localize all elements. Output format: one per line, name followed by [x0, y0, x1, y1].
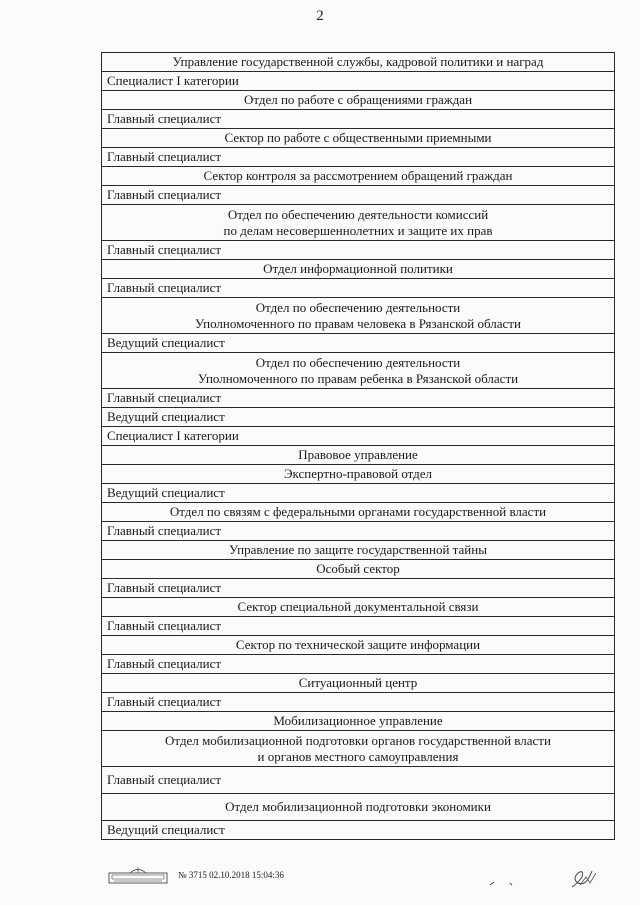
- department-cell: Отдел по работе с обращениями граждан: [102, 91, 615, 110]
- position-cell: Главный специалист: [102, 148, 615, 167]
- staff-positions-table: [101, 52, 615, 840]
- table-row: [102, 693, 615, 712]
- department-cell: Отдел по связям с федеральными органами государственной власти: [102, 503, 615, 522]
- table-row: [102, 674, 615, 693]
- position-cell: Главный специалист: [102, 241, 615, 260]
- table-row: [102, 279, 615, 298]
- cell-text-line: Отдел по обеспечению деятельности: [255, 299, 461, 315]
- department-cell: Сектор контроля за рассмотрением обращений граждан: [102, 167, 615, 186]
- table-row: [102, 91, 615, 110]
- department-cell: Мобилизационное управление: [102, 712, 615, 731]
- position-cell: Специалист I категории: [102, 427, 615, 446]
- table-row: [102, 427, 615, 446]
- table-row: [102, 205, 615, 241]
- table-row: [102, 617, 615, 636]
- table-row: [102, 167, 615, 186]
- position-cell: Ведущий специалист: [102, 334, 615, 353]
- cell-text-line: по делам несовершеннолетних и защите их прав: [223, 222, 493, 238]
- department-cell: Управление государственной службы, кадровой политики и наград: [102, 53, 615, 72]
- cell-text-line: Отдел по обеспечению деятельности: [255, 354, 461, 370]
- department-cell: Сектор по технической защите информации: [102, 636, 615, 655]
- department-cell: Отдел мобилизационной подготовки экономики: [102, 794, 615, 821]
- position-cell: Главный специалист: [102, 110, 615, 129]
- table-row: [102, 298, 615, 334]
- table-row: [102, 731, 615, 767]
- table-row: [102, 465, 615, 484]
- table-row: [102, 110, 615, 129]
- page-number: 2: [316, 8, 324, 24]
- position-cell: Главный специалист: [102, 279, 615, 298]
- position-cell: Главный специалист: [102, 579, 615, 598]
- table-row: [102, 560, 615, 579]
- table-row: [102, 655, 615, 674]
- table-row: [102, 408, 615, 427]
- table-row: [102, 503, 615, 522]
- table-row: [102, 821, 615, 840]
- table-row: [102, 598, 615, 617]
- position-cell: Главный специалист: [102, 693, 615, 712]
- position-cell: Ведущий специалист: [102, 408, 615, 427]
- signature-icon: [480, 855, 610, 895]
- cell-text-line: Отдел мобилизационной подготовки органов государственной власти: [165, 732, 551, 748]
- table-row: [102, 522, 615, 541]
- position-cell: Ведущий специалист: [102, 821, 615, 840]
- position-cell: Главный специалист: [102, 655, 615, 674]
- registry-stamp-icon: [108, 865, 168, 885]
- table-row: [102, 446, 615, 465]
- position-cell: Ведущий специалист: [102, 484, 615, 503]
- position-cell: Главный специалист: [102, 767, 615, 794]
- cell-text-line: и органов местного самоуправления: [257, 748, 459, 764]
- department-cell: Отдел информационной политики: [102, 260, 615, 279]
- table-row: [102, 767, 615, 794]
- table-row: [102, 541, 615, 560]
- table-row: [102, 241, 615, 260]
- department-cell: Сектор по работе с общественными приемными: [102, 129, 615, 148]
- department-cell: Ситуационный центр: [102, 674, 615, 693]
- position-cell: Главный специалист: [102, 389, 615, 408]
- cell-text-line: Уполномоченного по правам ребенка в Рязанской области: [197, 370, 519, 386]
- registration-number: № 3715 02.10.2018 15:04:36: [178, 870, 284, 880]
- table-row: [102, 72, 615, 91]
- department-cell: Сектор специальной документальной связи: [102, 598, 615, 617]
- table-row: [102, 260, 615, 279]
- table-row: [102, 389, 615, 408]
- department-cell: Экспертно-правовой отдел: [102, 465, 615, 484]
- table-row: [102, 334, 615, 353]
- department-cell: Особый сектор: [102, 560, 615, 579]
- department-cell: Управление по защите государственной тайны: [102, 541, 615, 560]
- position-cell: Главный специалист: [102, 186, 615, 205]
- table-row: [102, 712, 615, 731]
- document-footer: [108, 865, 284, 885]
- position-cell: Главный специалист: [102, 522, 615, 541]
- table-row: [102, 53, 615, 72]
- department-cell: Правовое управление: [102, 446, 615, 465]
- table-row: [102, 186, 615, 205]
- table-row: [102, 148, 615, 167]
- table-row: [102, 129, 615, 148]
- position-cell: Специалист I категории: [102, 72, 615, 91]
- department-cell: [102, 298, 615, 334]
- department-cell: [102, 205, 615, 241]
- department-cell: [102, 353, 615, 389]
- table-row: [102, 794, 615, 821]
- department-cell: [102, 731, 615, 767]
- cell-text-line: Отдел по обеспечению деятельности комиссий: [227, 206, 489, 222]
- table-row: [102, 579, 615, 598]
- table-row: [102, 484, 615, 503]
- cell-text-line: Уполномоченного по правам человека в Рязанской области: [195, 315, 521, 331]
- position-cell: Главный специалист: [102, 617, 615, 636]
- table-row: [102, 636, 615, 655]
- table-row: [102, 353, 615, 389]
